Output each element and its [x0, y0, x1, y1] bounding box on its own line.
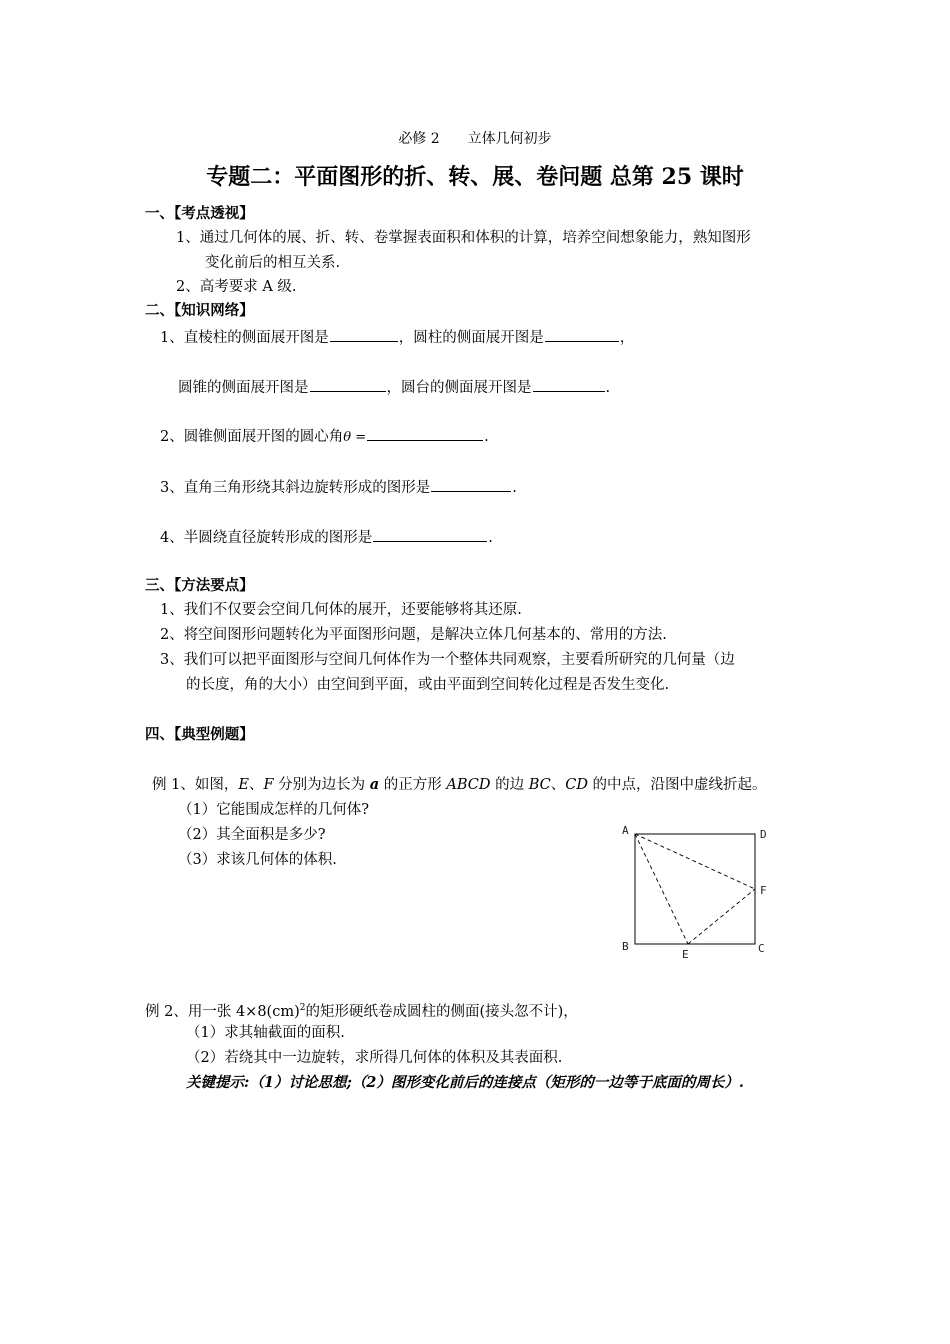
- ex1-text: 、: [248, 777, 264, 793]
- ex2-text: 例 2、用一张 4×8(cm): [145, 1003, 300, 1020]
- answer-blank[interactable]: [533, 376, 605, 392]
- ex1-var-cd: CD: [565, 777, 588, 793]
- vertex-label-e: E: [682, 948, 689, 961]
- answer-blank[interactable]: [373, 526, 487, 542]
- ex1-var-bc: BC: [528, 777, 551, 793]
- q1-text-c: ，: [619, 330, 635, 346]
- example-1-question-3: （3）求该几何体的体积.: [178, 852, 337, 868]
- example-2-question-1: （1）求其轴截面的面积.: [186, 1025, 345, 1041]
- vertex-label-d: D: [760, 828, 767, 841]
- ex1-text: 、: [550, 777, 566, 793]
- example-1-question-2: （2）其全面积是多少?: [178, 827, 326, 843]
- method-1: 1、我们不仅要会空间几何体的展开，还要能够将其还原.: [160, 602, 522, 618]
- knowledge-q1-line1: [160, 326, 634, 348]
- ex1-text: 的边: [490, 777, 529, 793]
- sec1-item2: 2、高考要求 A 级.: [176, 279, 297, 295]
- ex1-text: 分别为边长为: [273, 777, 370, 793]
- example-1-question-1: （1）它能围成怎样的几何体?: [178, 802, 369, 818]
- example-1-statement: [152, 775, 767, 795]
- q4-text-a: 4、半圆绕直径旋转形成的图形是: [160, 530, 373, 546]
- theta-symbol: θ =: [343, 430, 367, 445]
- fold-line-af: [635, 834, 755, 889]
- sec1-item1-line2: 变化前后的相互关系.: [205, 255, 341, 271]
- vertex-label-a: A: [622, 824, 629, 837]
- q1-text-d: 圆锥的侧面展开图是: [178, 380, 309, 396]
- key-hint: 关键提示:（1）讨论思想;（2）图形变化前后的连接点（矩形的一边等于底面的周长）.: [186, 1074, 744, 1091]
- ex2-superscript: 2: [299, 1003, 306, 1013]
- course-name: 必修 2: [398, 131, 440, 147]
- q4-text-b: .: [488, 530, 493, 546]
- answer-blank[interactable]: [310, 376, 386, 392]
- course-subtitle: [0, 128, 950, 148]
- method-2: 2、将空间图形问题转化为平面图形问题，是解决立体几何基本的、常用的方法.: [160, 627, 667, 643]
- ex1-var-a: a: [369, 776, 380, 793]
- fold-line-ae: [635, 834, 688, 944]
- ex1-var-abcd: ABCD: [446, 777, 491, 793]
- answer-blank[interactable]: [545, 326, 619, 342]
- ex2-text: 的矩形硬纸卷成圆柱的侧面(接头忽不计)，: [305, 1003, 578, 1020]
- ex1-text: 的正方形: [379, 777, 447, 793]
- knowledge-q3: [160, 476, 517, 498]
- q3-text-a: 3、直角三角形绕其斜边旋转形成的图形是: [160, 480, 431, 496]
- ex1-text: 例 1、如图，: [152, 777, 239, 793]
- q1-text-e: ，圆台的侧面展开图是: [386, 380, 532, 396]
- unit-name: 立体几何初步: [467, 131, 552, 147]
- knowledge-q4: [160, 526, 493, 548]
- knowledge-q1-line2: [178, 376, 610, 398]
- page-title: 专题二：平面图形的折、转、展、卷问题 总第 25 课时: [206, 164, 744, 190]
- section-heading-1: 一、【考点透视】: [145, 205, 254, 222]
- square-abcd: [635, 834, 755, 944]
- q2-text-b: .: [484, 429, 489, 445]
- ex1-text: 的中点，沿图中虚线折起。: [587, 777, 767, 793]
- example-2-statement: [145, 998, 578, 1022]
- section-heading-3: 三、【方法要点】: [145, 577, 254, 594]
- ex1-var-f: F: [263, 777, 274, 793]
- knowledge-q2: [160, 425, 489, 448]
- vertex-label-b: B: [622, 940, 629, 953]
- section-heading-2: 二、【知识网络】: [145, 302, 254, 319]
- q1-text-a: 1、直棱柱的侧面展开图是: [160, 330, 329, 346]
- answer-blank[interactable]: [367, 425, 483, 441]
- section-heading-4: 四、【典型例题】: [145, 726, 254, 743]
- method-3-line1: 3、我们可以把平面图形与空间几何体作为一个整体共同观察，主要看所研究的几何量（边: [160, 652, 735, 668]
- ex1-var-e: E: [238, 777, 249, 793]
- example-2-question-2: （2）若绕其中一边旋转，求所得几何体的体积及其表面积.: [186, 1050, 563, 1066]
- q1-text-b: ，圆柱的侧面展开图是: [398, 330, 544, 346]
- method-3-line2: 的长度，角的大小）由空间到平面，或由平面到空间转化过程是否发生变化.: [186, 677, 670, 693]
- sec1-item1-line1: 1、通过几何体的展、折、转、卷掌握表面积和体积的计算，培养空间想象能力，熟知图形: [176, 230, 751, 246]
- answer-blank[interactable]: [330, 326, 398, 342]
- vertex-label-c: C: [758, 942, 765, 955]
- fold-line-ef: [688, 889, 755, 944]
- q3-text-b: .: [512, 480, 517, 496]
- folding-square-figure: [612, 818, 782, 966]
- q1-text-f: .: [605, 380, 611, 396]
- q2-text-a: 2、圆锥侧面展开图的圆心角: [160, 429, 344, 445]
- vertex-label-f: F: [760, 884, 767, 897]
- answer-blank[interactable]: [431, 476, 511, 492]
